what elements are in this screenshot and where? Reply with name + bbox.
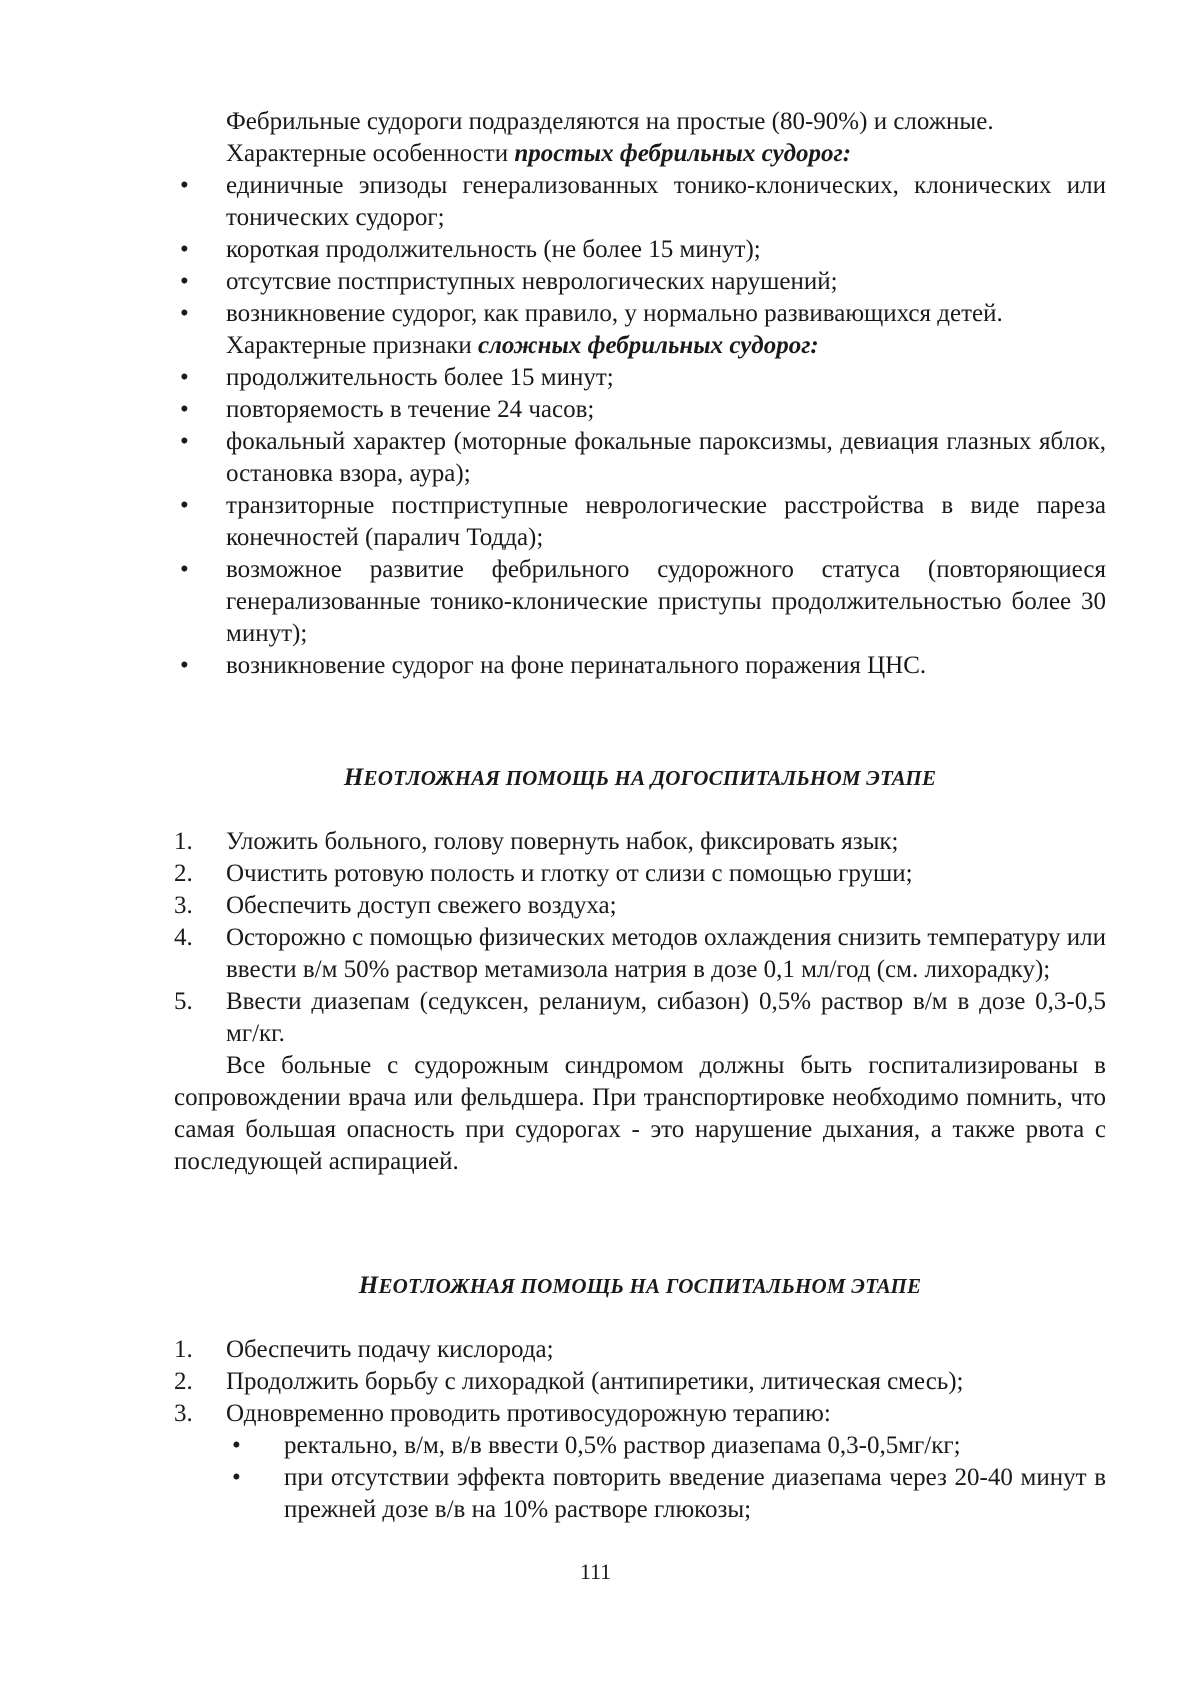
febrile-seizures-section — [174, 106, 1106, 682]
list-item: 2. Продолжить борьбу с лихорадкой (антипиретики, литическая смесь); — [174, 1368, 964, 1395]
list-item: • возникновение судорог на фоне перинатального поражения ЦНС. — [180, 652, 927, 679]
list-item: • повторяемость в течение 24 часов; — [180, 396, 595, 423]
list-item: • транзиторные постприступные неврологические расстройства в виде пареза конечностей (паралич Тодда); — [180, 492, 1106, 551]
list-item: • отсутсвие постприступных неврологических нарушений; — [180, 268, 838, 295]
hospital-list — [174, 1334, 1106, 1526]
sub-list-item: • ректально, в/м, в/в ввести 0,5% раствор диазепама 0,3-0,5мг/кг; — [232, 1432, 961, 1459]
sub-list-item: • при отсутствии эффекта повторить введение диазепама через 20-40 минут в прежней дозе в/в на 10% растворе глюкозы; — [232, 1464, 1106, 1523]
list-item: 1. Обеспечить подачу кислорода; — [174, 1336, 554, 1363]
section-heading-prehospital: НЕОТЛОЖНАЯ ПОМОЩЬ НА ДОГОСПИТАЛЬНОМ ЭТАПЕ — [343, 764, 937, 791]
list-item: 4. Осторожно с помощью физических методов охлаждения снизить температуру или ввести в/м 50% раствор метамизола натрия в дозе 0,1 мл/год (см. лихорадку); — [174, 924, 1106, 983]
intro-line: Фебрильные судороги подразделяются на простые (80-90%) и сложные. — [226, 108, 994, 135]
list-item: 3. Одновременно проводить противосудорожную терапию: — [174, 1400, 831, 1427]
prehospital-list — [174, 826, 1106, 1178]
list-item: 1. Уложить больного, голову повернуть набок, фиксировать язык; — [174, 828, 899, 855]
list-item: • продолжительность более 15 минут; — [180, 364, 614, 391]
page-number: 111 — [579, 1559, 612, 1584]
list-item: 2. Очистить ротовую полость и глотку от слизи с помощью груши; — [174, 860, 913, 887]
list-item: • возникновение судорог, как правило, у нормально развивающихся детей. — [180, 300, 1003, 327]
list-item: 3. Обеспечить доступ свежего воздуха; — [174, 892, 617, 919]
list-item: • фокальный характер (моторные фокальные пароксизмы, девиация глазных яблок, остановка взора, аура); — [180, 428, 1106, 487]
complex-seizures-term: сложных фебрильных судорог: — [478, 332, 819, 359]
list-item: • короткая продолжительность (не более 15 минут); — [180, 236, 761, 263]
complex-seizures-lead: Характерные признаки сложных фебрильных судорог: — [226, 332, 819, 359]
simple-seizures-term: простых фебрильных судорог: — [514, 140, 852, 167]
hospitalization-paragraph: Все больные с судорожным синдромом должны быть госпитализированы в сопровождении врача или фельдшера. При транспортировке необходимо помнить, что самая большая опасность при судорогах - это нарушение дыхания, а также рвота с последующей аспирацией. — [174, 1052, 1106, 1175]
list-item: • возможное развитие фебрильного судорожного статуса (повторяющиеся генерализованные тонико-клонические приступы продолжительностью более 30 минут); — [180, 556, 1106, 647]
list-item: 5. Ввести диазепам (седуксен, реланиум, сибазон) 0,5% раствор в/м в дозе 0,3-0,5 мг/кг. — [174, 988, 1106, 1047]
simple-seizures-lead: Характерные особенности простых фебрильных судорог: — [226, 140, 852, 167]
section-heading-hospital: НЕОТЛОЖНАЯ ПОМОЩЬ НА ГОСПИТАЛЬНОМ ЭТАПЕ — [358, 1272, 922, 1299]
list-item: • единичные эпизоды генерализованных тонико-клонических, клонических или тонических судорог; — [180, 172, 1106, 231]
